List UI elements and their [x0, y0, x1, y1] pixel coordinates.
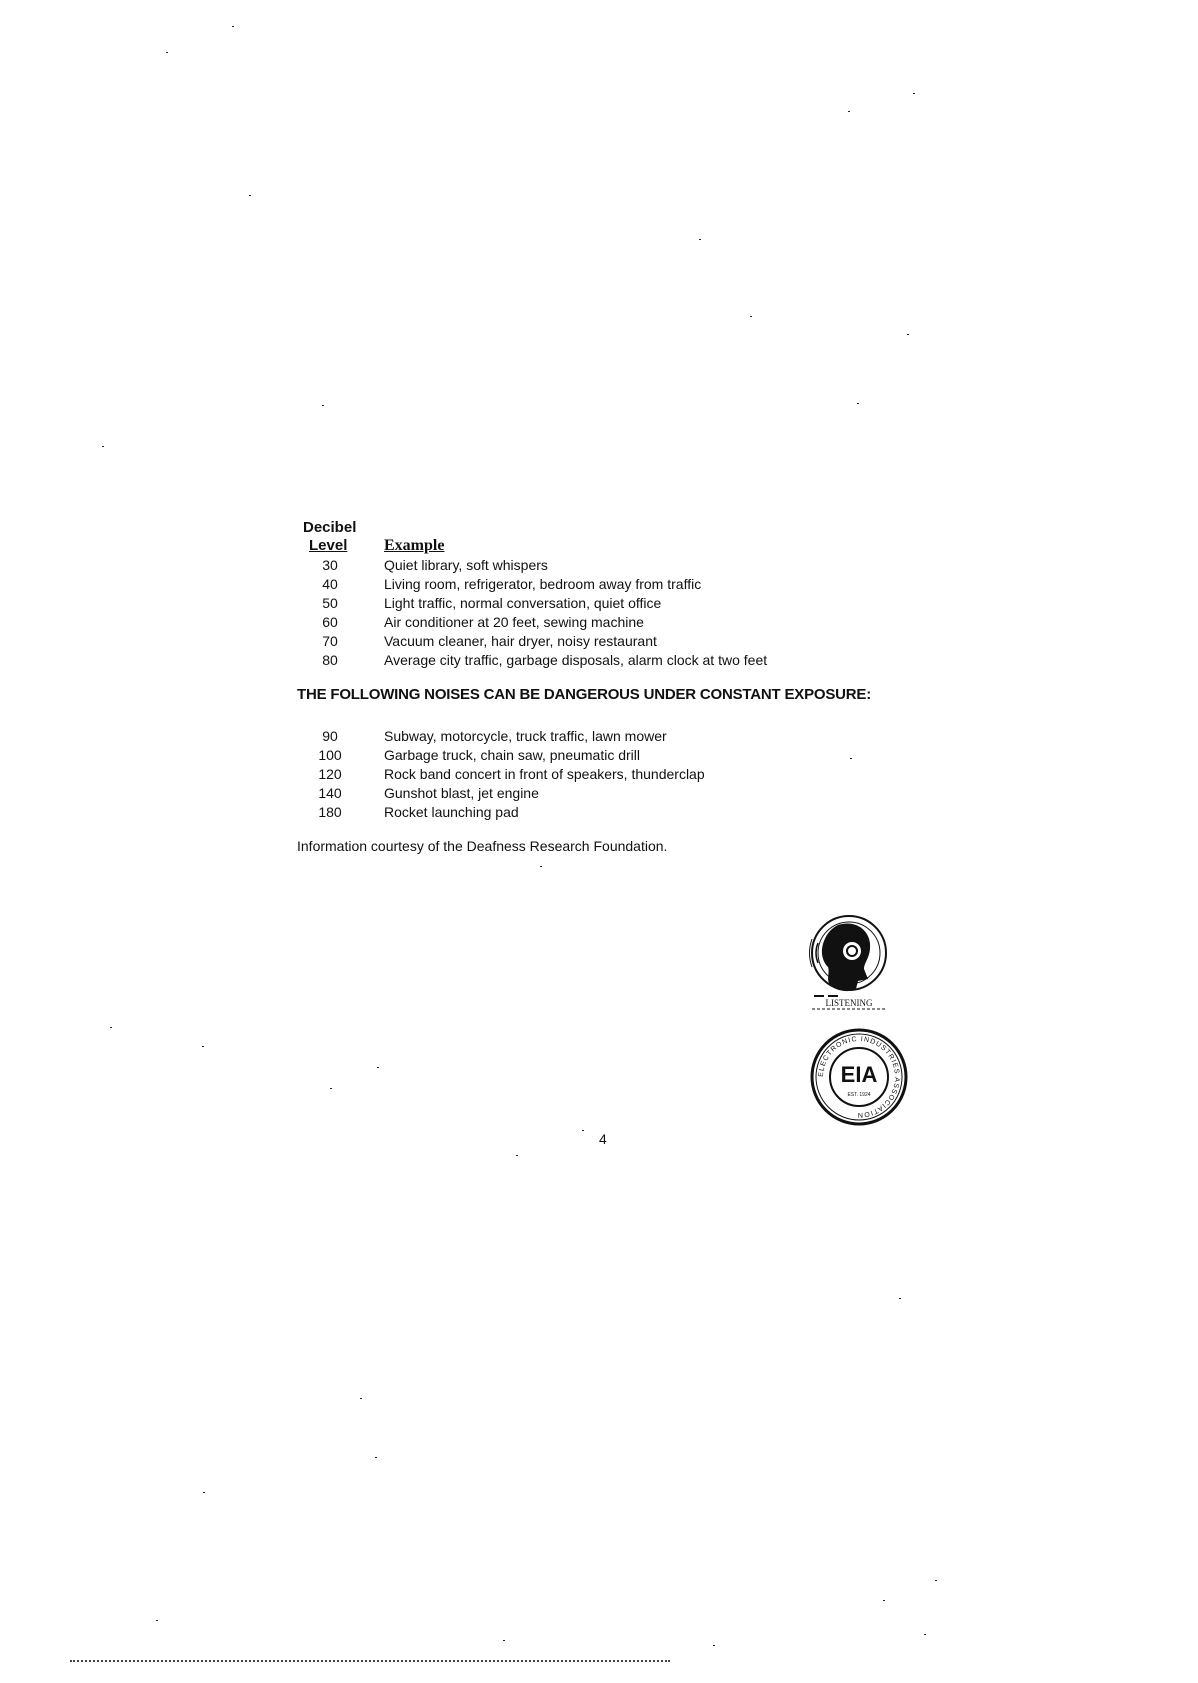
noise-example: Quiet library, soft whispers: [384, 557, 548, 573]
scan-speck: [110, 1027, 112, 1028]
scan-speck: [322, 405, 324, 406]
table-row: [300, 746, 860, 765]
common-levels-list: [300, 556, 860, 670]
table-row: [300, 803, 860, 822]
danger-warning-heading: THE FOLLOWING NOISES CAN BE DANGEROUS UNDER CONSTANT EXPOSURE:: [297, 686, 872, 703]
scan-speck: [857, 403, 859, 404]
noise-example: Light traffic, normal conversation, quiet office: [384, 595, 662, 611]
noise-example: Gunshot blast, jet engine: [384, 785, 539, 801]
eia-seal-logo: [810, 1028, 908, 1126]
decibel-level: 120: [318, 766, 342, 782]
eia-ring-text: ELECTRONIC INDUSTRIES ASSOCIATION: [817, 1035, 901, 1119]
scan-speck: [540, 866, 542, 867]
noise-example: Garbage truck, chain saw, pneumatic drill: [384, 747, 641, 763]
scan-speck: [713, 1645, 715, 1646]
table-row: [300, 575, 860, 594]
table-row: [300, 727, 860, 746]
table-row: [300, 613, 860, 632]
noise-example: Vacuum cleaner, hair dryer, noisy restaurant: [384, 633, 657, 649]
scan-speck: [330, 1088, 332, 1089]
scan-speck: [360, 1398, 362, 1399]
scan-speck: [102, 446, 104, 447]
eia-logo-text: EIA: [840, 1062, 878, 1087]
scan-speck: [249, 195, 251, 196]
decibel-level: 70: [322, 633, 338, 649]
scan-speck: [166, 52, 168, 53]
scan-speck: [156, 1620, 158, 1621]
decibel-level: 100: [318, 747, 342, 763]
scan-speck: [203, 1492, 205, 1493]
scan-speck: [377, 1067, 379, 1068]
decibel-level: 30: [322, 557, 338, 573]
table-row: [300, 765, 860, 784]
scan-dotted-line: [70, 1660, 670, 1664]
listening-logo-text: LISTENING: [825, 998, 873, 1008]
table-row: [300, 784, 860, 803]
noise-example: Rock band concert in front of speakers, thunderclap: [384, 766, 705, 782]
table-row: [300, 594, 860, 613]
scan-speck: [750, 316, 752, 317]
decibel-level: 80: [322, 652, 338, 668]
decibel-level: 50: [322, 595, 338, 611]
scan-speck: [503, 1640, 505, 1641]
scan-speck: [935, 1580, 937, 1581]
noise-example: Rocket launching pad: [384, 804, 519, 820]
eia-est-text: EST. 1924: [847, 1092, 871, 1098]
scan-speck: [699, 239, 701, 240]
scan-speck: [913, 93, 915, 94]
scan-speck: [907, 334, 909, 335]
noise-example: Subway, motorcycle, truck traffic, lawn mower: [384, 728, 667, 744]
listening-logo: [808, 913, 890, 1015]
scan-speck: [232, 26, 234, 27]
decibel-level: 40: [322, 576, 338, 592]
decibel-level: 60: [322, 614, 338, 630]
dangerous-levels-list: [300, 727, 860, 822]
scan-speck: [924, 1634, 926, 1635]
scan-speck: [582, 1130, 584, 1131]
scan-speck: [375, 1457, 377, 1458]
level-header: Level: [309, 537, 348, 554]
table-row: [300, 632, 860, 651]
decibel-level: 140: [318, 785, 342, 801]
scan-speck: [516, 1155, 518, 1156]
scan-speck: [899, 1298, 901, 1299]
scan-speck: [883, 1600, 885, 1601]
table-row: [300, 556, 860, 575]
example-header: Example: [384, 537, 445, 554]
noise-example: Living room, refrigerator, bedroom away from traffic: [384, 576, 702, 592]
noise-example: Air conditioner at 20 feet, sewing machine: [384, 614, 644, 630]
page-number: 4: [599, 1131, 607, 1147]
scan-speck: [850, 758, 852, 759]
decibel-level: 180: [318, 804, 342, 820]
scan-speck: [202, 1046, 204, 1047]
source-credit: Information courtesy of the Deafness Research Foundation.: [297, 838, 668, 854]
table-row: [300, 651, 860, 670]
noise-example: Average city traffic, garbage disposals, alarm clock at two feet: [384, 652, 768, 668]
scan-speck: [848, 111, 850, 112]
decibel-level: 90: [322, 728, 338, 744]
decibel-header: Decibel: [303, 519, 357, 536]
